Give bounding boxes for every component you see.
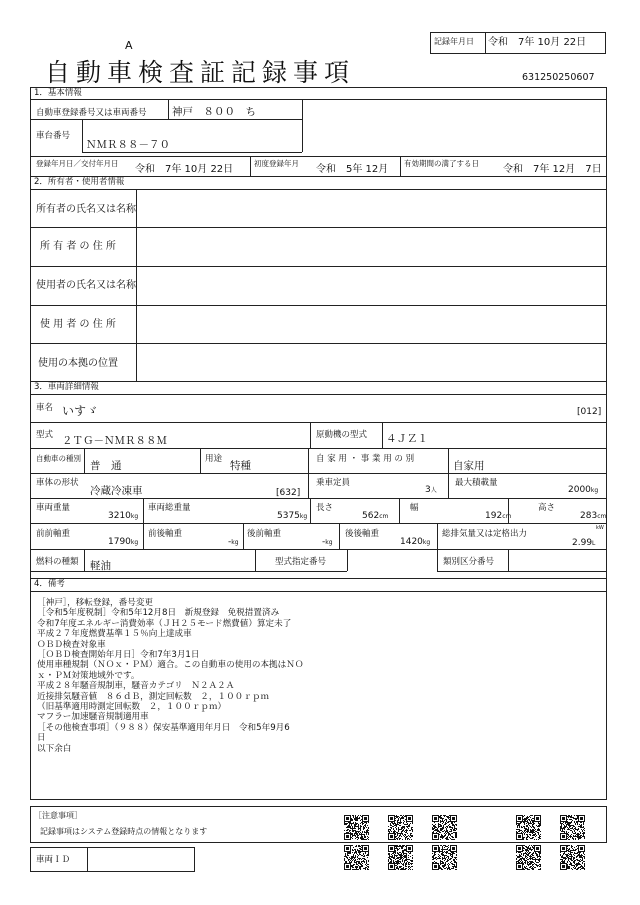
max-load-label: 最大積載量 — [455, 478, 498, 488]
height-number: 283 — [580, 511, 598, 521]
private-value: 自家用 — [453, 460, 485, 472]
displacement-value — [572, 539, 595, 548]
chassis-label: 車台番号 — [36, 131, 71, 141]
rr-unit: kg — [422, 539, 431, 546]
qr-code-icon — [388, 815, 414, 841]
owner-address-label: 所 有 者 の 住 所 — [40, 241, 116, 252]
qr-code-icon — [560, 845, 586, 871]
ff-number: 1790 — [108, 537, 131, 547]
rf-unit: kg — [325, 539, 333, 546]
remarks-line: ［神戸］，移転登録，番号変更 — [37, 598, 154, 608]
qr-code-icon — [344, 815, 370, 841]
weight-unit: kg — [130, 513, 139, 520]
displacement-label: 総排気量又は定格出力 — [442, 529, 528, 539]
height-label: 高さ — [538, 503, 556, 513]
first-reg-label: 初度登録年月 — [254, 159, 299, 168]
model-label: 型式 — [36, 430, 54, 440]
make-code: [012] — [577, 407, 602, 417]
remarks-line: 令和7年度エネルギー消費効率（ＪＨ２５モード燃費値）算定未了 — [37, 618, 292, 629]
capacity-number: 3 — [425, 485, 431, 495]
remarks-line: ［ＯＢＤ検査開始年月日］令和7年3月1日 — [37, 650, 200, 661]
length-unit: cm — [379, 513, 389, 520]
label-a: A — [125, 39, 133, 52]
reg-no-label: 自動車登録番号又は車両番号 — [36, 108, 147, 118]
class-number-label: 類別区分番号 — [443, 557, 495, 567]
section4-heading: 4．備考 — [34, 579, 65, 589]
fuel-label: 燃料の種類 — [36, 557, 79, 567]
rr-number: 1420 — [400, 537, 423, 547]
capacity-label: 乗車定員 — [316, 478, 351, 488]
length-label: 長さ — [316, 503, 334, 513]
remarks-line: ［その他検査事項］（９８８）保安基準適用年月日 令和5年9月6 — [37, 722, 290, 733]
gross-unit: kg — [299, 513, 308, 520]
shape-code: [632] — [276, 488, 301, 498]
height-unit: cm — [597, 513, 607, 520]
user-address-label: 使 用 者 の 住 所 — [40, 319, 116, 330]
fuel-value: 軽油 — [90, 560, 111, 572]
gross-number: 5375 — [277, 511, 300, 521]
qr-code-icon — [388, 845, 414, 871]
base-location-label: 使用の本拠の位置 — [38, 358, 118, 369]
front-rear-axle-label: 前後軸重 — [148, 529, 183, 539]
reg-date-label: 登録年月日／交付年月日 — [36, 159, 119, 168]
rear-rear-axle-value — [400, 538, 430, 547]
front-front-axle-value — [108, 538, 138, 547]
make-value: いすゞ — [62, 404, 99, 418]
rear-front-axle-value — [322, 538, 333, 547]
height-value — [580, 512, 606, 521]
remarks-line: 近接排気騒音値 ８６ｄＢ，測定回転数 ２，１００ｒｐｍ — [37, 691, 270, 702]
length-value — [362, 512, 388, 521]
type-designation-label: 型式指定番号 — [275, 557, 327, 567]
remarks-line: ＯＢＤ検査対象車 — [37, 639, 106, 650]
remarks-line: ｘ・ＰＭ対策地域外です。 — [37, 670, 140, 681]
section2-heading: 2．所有者・使用者情報 — [34, 177, 125, 187]
shape-value: 冷蔵冷凍車 — [90, 485, 143, 497]
remarks-line: （旧基準適用時測定回転数 ２，１００ｒｐｍ） — [37, 702, 227, 713]
private-label: 自 家 用 ・ 事 業 用 の 別 — [316, 454, 415, 464]
notice-text: 記録事項はシステム登録時点の情報となります — [40, 827, 208, 836]
section3-heading: 3．車両詳細情報 — [34, 382, 99, 392]
ff-unit: kg — [130, 539, 139, 546]
use-label: 用途 — [205, 454, 223, 464]
displacement-unit-l: L — [592, 540, 596, 547]
max-load-value — [568, 486, 598, 495]
width-number: 192 — [485, 511, 503, 521]
rear-rear-axle-label: 後後軸重 — [345, 529, 380, 539]
record-date-value: 令和 7年 10月 22日 — [488, 37, 587, 48]
first-reg-value: 令和 5年 12月 — [316, 164, 389, 175]
record-date-label: 記録年月日 — [434, 37, 474, 46]
remarks-line: マフラー加速騒音規制適用車 — [37, 712, 149, 723]
use-value: 特種 — [230, 460, 251, 472]
remarks-line: 使用車種規制（ＮＯｘ・ＰＭ）適合。この自動車の使用の本拠はＮＯ — [37, 660, 304, 671]
front-front-axle-label: 前前軸重 — [36, 529, 71, 539]
remarks-line: 平成２７年度燃費基準１５％向上達成車 — [37, 629, 192, 640]
chassis-value: ＮＭＲ８８－７０ — [86, 139, 170, 151]
qr-code-icon — [560, 815, 586, 841]
qr-code-icon — [432, 845, 458, 871]
qr-code-icon — [344, 845, 370, 871]
rf-number: - — [322, 537, 326, 547]
expiry-label: 有効期間の満了する日 — [404, 159, 479, 168]
capacity-value — [425, 486, 437, 495]
qr-code-icon — [516, 815, 542, 841]
notice-heading: ［注意事項］ — [34, 811, 82, 820]
reg-date-value: 令和 7年 10月 22日 — [135, 164, 234, 175]
shape-label: 車体の形状 — [36, 478, 79, 488]
engine-label: 原動機の型式 — [316, 430, 368, 440]
front-rear-axle-value — [228, 538, 239, 547]
qr-code-icon — [516, 845, 542, 871]
length-number: 562 — [362, 511, 380, 521]
reg-no-value: 神戸 ８００ ち — [172, 106, 256, 118]
width-unit: cm — [502, 513, 512, 520]
qr-code-icon — [432, 815, 458, 841]
max-load-number: 2000 — [568, 485, 591, 495]
capacity-unit: 人 — [430, 487, 437, 494]
engine-value: ４ＪＺ１ — [386, 433, 428, 445]
owner-name-label: 所有者の氏名又は名称 — [36, 204, 136, 215]
displacement-number: 2.99 — [572, 538, 593, 548]
vehicle-id-label: 車両ＩＤ — [36, 855, 71, 865]
kind-label: 自動車の種別 — [36, 454, 81, 463]
section1-heading: 1．基本情報 — [34, 88, 82, 98]
gross-label: 車両総重量 — [148, 503, 191, 513]
remarks-line: 日 — [37, 733, 46, 744]
user-name-label: 使用者の氏名又は名称 — [36, 280, 136, 291]
weight-number: 3210 — [108, 511, 131, 521]
rear-front-axle-label: 後前軸重 — [247, 529, 282, 539]
model-value: ２ＴＧ－ＮＭＲ８８Ｍ — [62, 435, 167, 447]
remarks-line: 以下余白 — [37, 743, 72, 754]
fr-unit: kg — [231, 539, 239, 546]
remarks-text — [37, 598, 303, 754]
gross-value — [277, 512, 307, 521]
document-number: 631250250607 — [522, 72, 595, 83]
width-label: 幅 — [410, 503, 419, 513]
max-load-unit: kg — [590, 487, 599, 494]
fr-number: - — [228, 537, 232, 547]
displacement-unit-kw: kW — [596, 525, 604, 531]
weight-value — [108, 512, 138, 521]
weight-label: 車両重量 — [36, 503, 71, 513]
document-title: 自動車検査証記録事項 — [45, 58, 356, 87]
make-label: 車名 — [36, 403, 54, 413]
kind-value: 普 通 — [90, 460, 122, 472]
expiry-value: 令和 7年 12月 7日 — [503, 164, 602, 175]
remarks-line: ［令和5年度税制］令和5年12月8日 新規登録 免税措置済み — [37, 608, 280, 619]
remarks-line: 平成２８年騒音規制車，騒音カテゴリ Ｎ２Ａ２Ａ — [37, 681, 235, 692]
